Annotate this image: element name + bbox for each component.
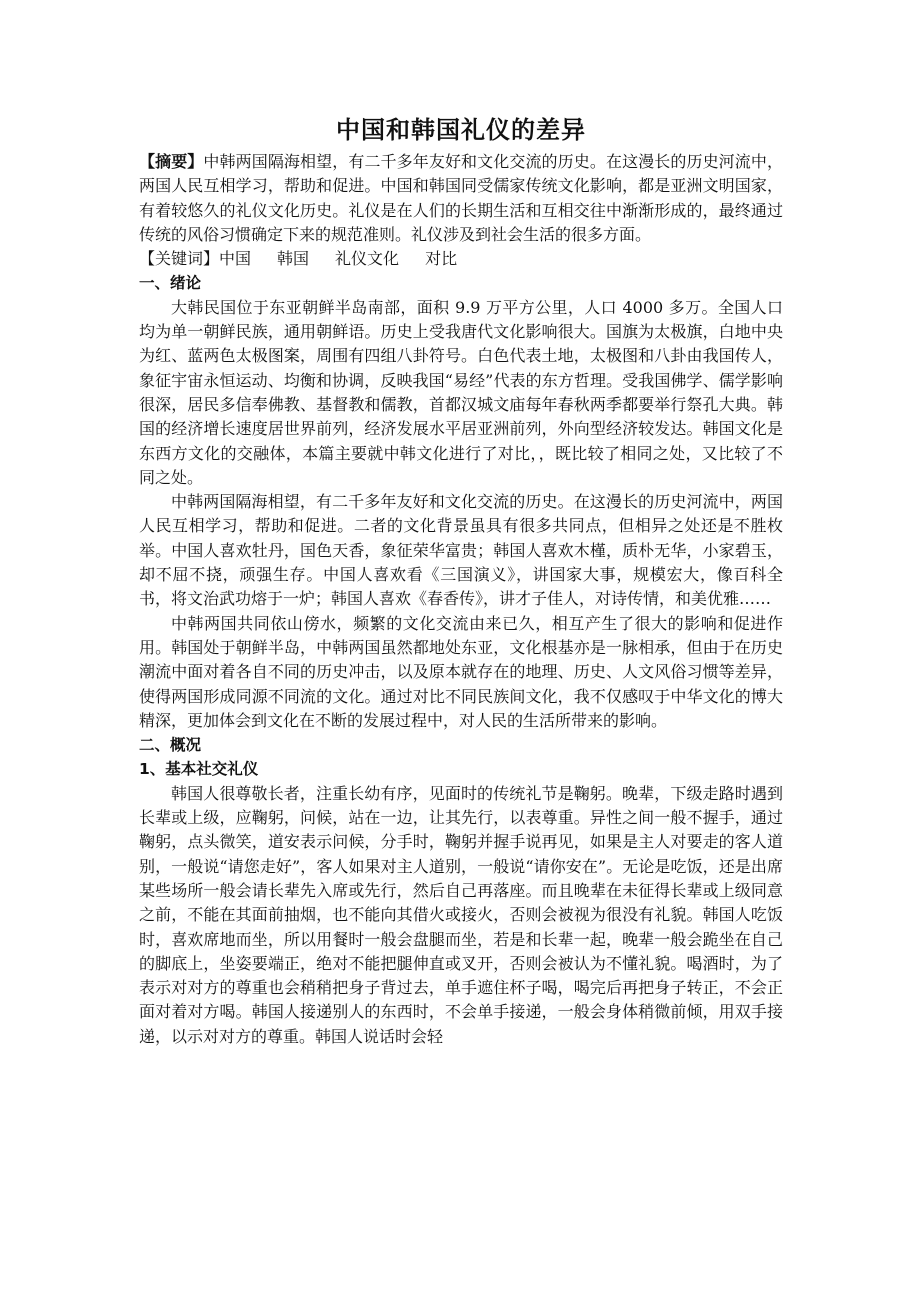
keyword-item: 韩国 [277, 249, 310, 269]
keyword-item: 对比 [425, 249, 458, 269]
keyword-item: 礼仪文化 [335, 249, 400, 269]
section-heading: 一、绪论 [139, 274, 202, 293]
body-paragraph: 中韩两国共同依山傍水，频繁的文化交流由来已久，相互产生了很大的影响和促进作用。韩国处于朝鲜半岛，中韩两国虽然都地处东亚，文化根基亦是一脉相承，但由于在历史潮流中面对着各自不同的历史冲击，以及原本就存在的地理、历史、人文风俗习惯等差异，使得两国形成同源不同流的文化。通过对比不同民族间文化，我不仅感叹于中华文化的博大精深，更加体会到文化在不断的发展过程中，对人民的生活所带来的影响。 [139, 613, 783, 730]
abstract-text: 中韩两国隔海相望，有二千多年友好和文化交流的历史。在这漫长的历史河流中，两国人民互相学习，帮助和促进。中国和韩国同受儒家传统文化影响，都是亚洲文明国家，有着较悠久的礼仪文化历史。礼仪是在人们的长期生活和互相交往中渐渐形成的，最终通过传统的风俗习惯确定下来的规范准则。礼仪涉及到社会生活的很多方面。 [139, 152, 783, 244]
document-title: 中国和韩国礼仪的差异 [336, 116, 586, 144]
section-heading: 二、概况 [139, 736, 202, 755]
body-paragraph: 韩国人很尊敬长者，注重长幼有序，见面时的传统礼节是鞠躬。晚辈，下级走路时遇到长辈或上级，应鞠躬，问候，站在一边，让其先行，以表尊重。异性之间一般不握手，通过鞠躬，点头微笑，道安表示问候，分手时，鞠躬并握手说再见，如果是主人对要走的客人道别，一般说“请您走好”，客人如果对主人道别，一般说“请你安在”。无论是吃饭，还是出席某些场所一般会请长辈先入席或先行，然后自己再落座。而且晚辈在未征得长辈或上级同意之前，不能在其面前抽烟，也不能向其借火或接火，否则会被视为很没有礼貌。韩国人吃饭时，喜欢席地而坐，所以用餐时一般会盘腿而坐，若是和长辈一起，晚辈一般会跪坐在自己的脚底上，坐姿要端正，绝对不能把腿伸直或叉开，否则会被认为不懂礼貌。喝酒时，为了表示对对方的尊重也会稍稍把身子背过去，单手遮住杯子喝，喝完后再把身子转正，不会正面对着对方喝。韩国人接递别人的东西时，不会单手接递，一般会身体稍微前倾，用双手接递，以示对对方的尊重。韩国人说话时会轻 [139, 783, 783, 1046]
subsection-heading: 1、基本社交礼仪 [139, 760, 259, 779]
body-paragraph: 中韩两国隔海相望，有二千多年友好和文化交流的历史。在这漫长的历史河流中，两国人民互相学习，帮助和促进。二者的文化背景虽具有很多共同点，但相异之处还是不胜枚举。中国人喜欢牡丹，国色天香，象征荣华富贵；韩国人喜欢木槿，质朴无华，小家碧玉，却不屈不挠，顽强生存。中国人喜欢看《三国演义》，讲国家大事，规模宏大，像百科全书，将文治武功熔于一炉；韩国人喜欢《春香传》，讲才子佳人，对诗传情，和美优雅…… [139, 492, 783, 609]
document-page [139, 112, 783, 1049]
body-paragraph: 大韩民国位于东亚朝鲜半岛南部，面积 9.9 万平方公里，人口 4000 多万。全国人口均为单一朝鲜民族，通用朝鲜语。历史上受我唐代文化影响很大。国旗为太极旗，白地中央为红、蓝两色太极图案，周围有四组八卦符号。白色代表土地，太极图和八卦由我国传人，象征宇宙永恒运动、均衡和协调，反映我国“易经”代表的东方哲理。受我国佛学、儒学影响很深，居民多信奉佛教、基督教和儒教，首都汉城文庙每年春秋两季都要举行祭孔大典。韩国的经济增长速度居世界前列，经济发展水平居亚洲前列，外向型经济较发达。韩国文化是东西方文化的交融体，本篇主要就中韩文化进行了对比，，既比较了相同之处，又比较了不同之处。 [139, 297, 783, 487]
abstract-paragraph [139, 150, 783, 247]
keywords-label: 【关键词】 [139, 249, 220, 269]
keyword-item: 中国 [219, 249, 252, 269]
keywords-line [139, 247, 783, 271]
abstract-label: 【摘要】 [139, 152, 204, 171]
